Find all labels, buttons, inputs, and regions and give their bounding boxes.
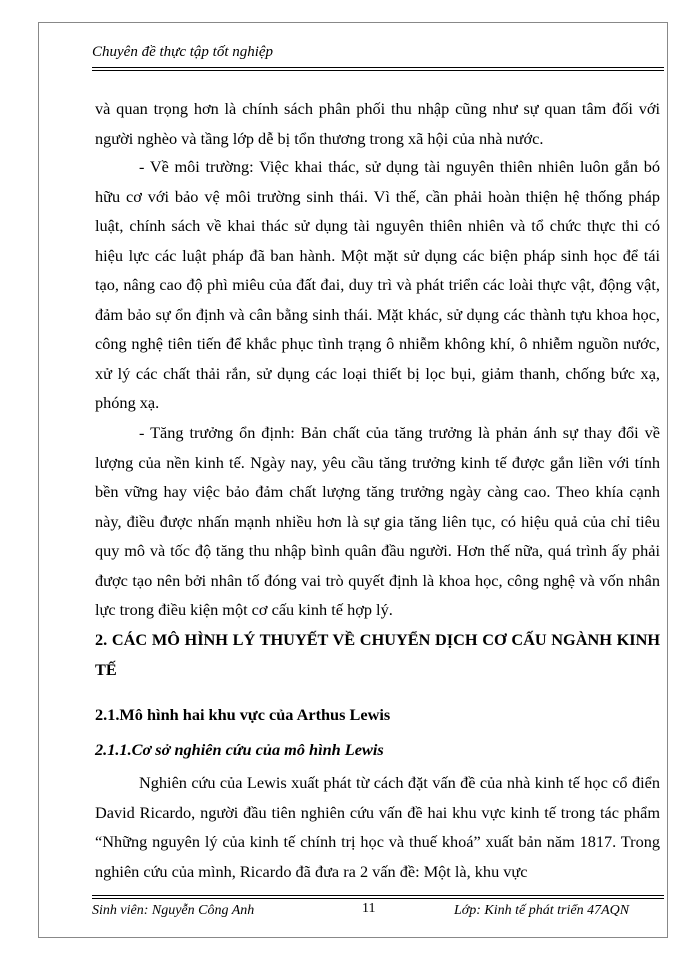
footer-student-name: Sinh viên: Nguyễn Công Anh [92,903,255,918]
paragraph-intro: và quan trọng hơn là chính sách phân phối thu nhập cũng như sự quan tâm đối với người nghèo và tầng lớp dễ bị tổn thương trong xã hội của nhà nước. [95,99,660,148]
paragraph-stable-growth: - Tăng trưởng ổn định: Bản chất của tăng trưởng là phản ánh sự thay đổi về lượng của nền kinh tế. Ngày nay, yêu cầu tăng trưởng kinh tế được gắn liền với tính bền vững hay việc bảo đảm chất lượng tăng trưởng ngày càng cao. Theo khía cạnh này, điều được nhấn mạnh nhiều hơn là sự gia tăng liên tục, có hiệu quả của chỉ tiêu quy mô và tốc độ tăng thu nhập bình quân đầu người. Hơn thế nữa, quá trình ấy phải được tạo nên bởi nhân tố đóng vai trò quyết định là khoa học, công nghệ và vốn nhân lực trong điều kiện một cơ cấu kinh tế hợp lý. [95,423,660,619]
footer-class-label: Lớp: Kinh tế phát triển 47AQN [454,903,630,918]
footer-page-number: 11 [362,901,376,916]
header-rule-double [92,70,664,71]
paragraph-environment: - Về môi trường: Việc khai thác, sử dụng tài nguyên thiên nhiên luôn gắn bó hữu cơ với bảo vệ môi trường sinh thái. Vì thế, cần phải hoàn thiện hệ thống pháp luật, chính sách về khai thác sử dụng tài nguyên thiên nhiên và tổ chức thực thi có hiệu lực các luật pháp đã ban hành. Một mặt sử dụng các biện pháp sinh học để tái tạo, nâng cao độ phì miêu của đất đai, duy trì và phát triển các loài thực vật, động vật, đảm bảo sự ổn định và cân bằng sinh thái. Mặt khác, sử dụng các thành tựu khoa học, công nghệ tiên tiến để khắc phục tình trạng ô nhiễm không khí, ô nhiễm nguồn nước, xử lý các chất thải rắn, sử dụng các loại thiết bị lọc bụi, giảm thanh, chống bức xạ, phóng xạ. [95,157,660,412]
page-header-title: Chuyên đề thực tập tốt nghiệp [92,44,274,60]
header-rule [92,67,664,68]
section-heading-2-1-1: 2.1.1.Cơ sở nghiên cứu của mô hình Lewis [95,740,384,759]
footer-rule-double [92,898,664,899]
section-heading-2: 2. CÁC MÔ HÌNH LÝ THUYẾT VỀ CHUYỂN DỊCH CƠ CẤU NGÀNH KINH TẾ [95,630,660,679]
paragraph-lewis-basis: Nghiên cứu của Lewis xuất phát từ cách đặt vấn đề của nhà kinh tế học cổ điển David Ricardo, người đầu tiên nghiên cứu vấn đề hai khu vực kinh tế trong tác phẩm “Những nguyên lý của kinh tế chính trị học và thuế khoá” xuất bản năm 1817. Trong nghiên cứu của mình, Ricardo đã đưa ra 2 vấn đề: Một là, khu vực [95,773,660,881]
section-heading-2-1: 2.1.Mô hình hai khu vực của Arthus Lewis [95,705,391,724]
footer-rule [92,895,664,896]
